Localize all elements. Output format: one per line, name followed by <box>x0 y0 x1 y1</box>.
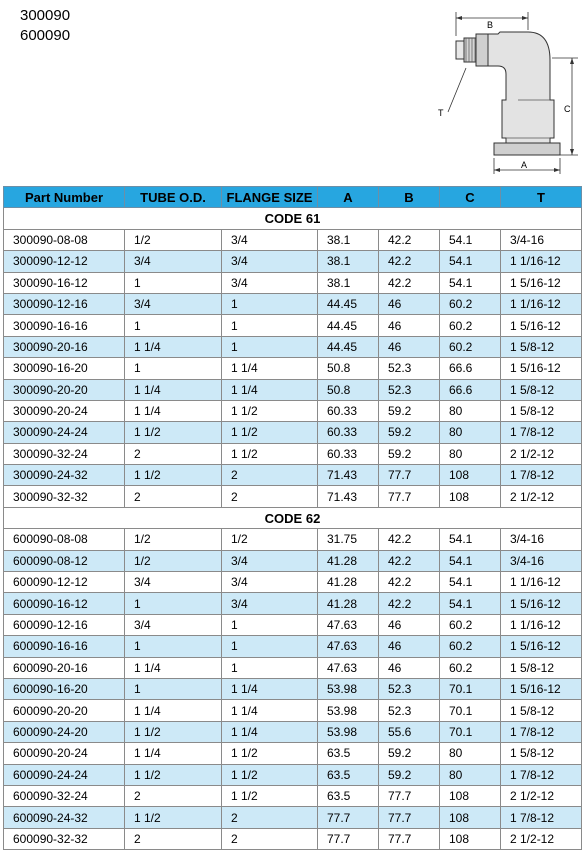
cell-dim-a: 38.1 <box>318 229 379 250</box>
cell-part-number: 600090-32-24 <box>4 785 125 806</box>
cell-dim-c: 60.2 <box>440 336 501 357</box>
table-row <box>4 486 582 507</box>
cell-tube-od: 2 <box>125 486 222 507</box>
cell-dim-a: 63.5 <box>318 743 379 764</box>
cell-dim-a: 71.43 <box>318 486 379 507</box>
cell-flange-size: 3/4 <box>222 229 318 250</box>
cell-dim-b: 42.2 <box>379 272 440 293</box>
cell-flange-size: 1 <box>222 657 318 678</box>
cell-dim-c: 108 <box>440 465 501 486</box>
cell-tube-od: 1 1/2 <box>125 764 222 785</box>
cell-part-number: 600090-16-16 <box>4 636 125 657</box>
table-row <box>4 229 582 250</box>
cell-tube-od: 1 1/4 <box>125 700 222 721</box>
cell-tube-od: 3/4 <box>125 572 222 593</box>
cell-part-number: 600090-20-24 <box>4 743 125 764</box>
cell-tube-od: 1 <box>125 593 222 614</box>
cell-part-number: 300090-16-12 <box>4 272 125 293</box>
cell-dim-a: 53.98 <box>318 721 379 742</box>
cell-dim-b: 77.7 <box>379 828 440 849</box>
cell-dim-a: 44.45 <box>318 336 379 357</box>
table-row <box>4 251 582 272</box>
cell-dim-b: 42.2 <box>379 550 440 571</box>
cell-thread-t: 1 5/16-12 <box>501 678 582 699</box>
dimension-label-t: T <box>438 108 444 118</box>
cell-dim-a: 50.8 <box>318 358 379 379</box>
cell-part-number: 300090-16-16 <box>4 315 125 336</box>
cell-part-number: 600090-08-08 <box>4 529 125 550</box>
cell-tube-od: 1 1/4 <box>125 743 222 764</box>
table-row <box>4 743 582 764</box>
cell-tube-od: 1 <box>125 678 222 699</box>
cell-dim-c: 60.2 <box>440 636 501 657</box>
cell-part-number: 300090-24-24 <box>4 422 125 443</box>
cell-part-number: 600090-08-12 <box>4 550 125 571</box>
cell-thread-t: 1 7/8-12 <box>501 422 582 443</box>
cell-part-number: 600090-20-16 <box>4 657 125 678</box>
cell-part-number: 300090-20-24 <box>4 400 125 421</box>
cell-thread-t: 1 5/8-12 <box>501 700 582 721</box>
cell-dim-c: 60.2 <box>440 614 501 635</box>
cell-dim-c: 108 <box>440 486 501 507</box>
cell-flange-size: 2 <box>222 828 318 849</box>
cell-dim-b: 46 <box>379 315 440 336</box>
cell-dim-c: 54.1 <box>440 251 501 272</box>
cell-part-number: 300090-20-20 <box>4 379 125 400</box>
cell-dim-a: 31.75 <box>318 529 379 550</box>
cell-flange-size: 2 <box>222 486 318 507</box>
table-row <box>4 764 582 785</box>
cell-thread-t: 3/4-16 <box>501 529 582 550</box>
column-header-t: T <box>501 187 582 208</box>
table-row <box>4 807 582 828</box>
cell-thread-t: 1 1/16-12 <box>501 293 582 314</box>
cell-part-number: 600090-32-32 <box>4 828 125 849</box>
cell-tube-od: 2 <box>125 785 222 806</box>
dimension-label-a: A <box>521 160 528 170</box>
cell-flange-size: 3/4 <box>222 593 318 614</box>
cell-tube-od: 1 <box>125 315 222 336</box>
cell-tube-od: 3/4 <box>125 614 222 635</box>
cell-tube-od: 1 <box>125 272 222 293</box>
cell-dim-a: 77.7 <box>318 807 379 828</box>
cell-dim-c: 54.1 <box>440 593 501 614</box>
cell-thread-t: 3/4-16 <box>501 550 582 571</box>
cell-dim-b: 42.2 <box>379 593 440 614</box>
cell-dim-b: 42.2 <box>379 529 440 550</box>
cell-flange-size: 1 1/2 <box>222 443 318 464</box>
cell-dim-b: 77.7 <box>379 807 440 828</box>
cell-flange-size: 1 1/2 <box>222 785 318 806</box>
table-row <box>4 443 582 464</box>
table-row <box>4 572 582 593</box>
cell-tube-od: 3/4 <box>125 251 222 272</box>
cell-dim-a: 63.5 <box>318 764 379 785</box>
cell-flange-size: 1 1/4 <box>222 379 318 400</box>
table-row <box>4 721 582 742</box>
table-row <box>4 828 582 849</box>
cell-thread-t: 2 1/2-12 <box>501 785 582 806</box>
cell-dim-c: 80 <box>440 764 501 785</box>
cell-thread-t: 1 5/8-12 <box>501 400 582 421</box>
cell-dim-b: 59.2 <box>379 422 440 443</box>
cell-thread-t: 1 5/16-12 <box>501 636 582 657</box>
cell-dim-c: 54.1 <box>440 272 501 293</box>
cell-part-number: 600090-12-16 <box>4 614 125 635</box>
specification-table <box>3 186 582 850</box>
cell-dim-c: 60.2 <box>440 293 501 314</box>
cell-flange-size: 2 <box>222 465 318 486</box>
cell-dim-b: 52.3 <box>379 678 440 699</box>
cell-tube-od: 2 <box>125 828 222 849</box>
cell-dim-a: 60.33 <box>318 443 379 464</box>
cell-dim-a: 63.5 <box>318 785 379 806</box>
cell-thread-t: 1 1/16-12 <box>501 251 582 272</box>
cell-dim-a: 41.28 <box>318 572 379 593</box>
cell-dim-b: 46 <box>379 336 440 357</box>
cell-dim-c: 66.6 <box>440 379 501 400</box>
cell-flange-size: 1 <box>222 293 318 314</box>
cell-thread-t: 1 5/16-12 <box>501 593 582 614</box>
cell-part-number: 600090-24-24 <box>4 764 125 785</box>
cell-part-number: 300090-32-32 <box>4 486 125 507</box>
cell-dim-c: 54.1 <box>440 550 501 571</box>
cell-dim-c: 80 <box>440 422 501 443</box>
cell-dim-c: 70.1 <box>440 700 501 721</box>
dimension-label-c: C <box>564 104 571 114</box>
table-row <box>4 636 582 657</box>
cell-flange-size: 1 1/4 <box>222 721 318 742</box>
cell-thread-t: 1 5/16-12 <box>501 272 582 293</box>
cell-thread-t: 1 5/16-12 <box>501 358 582 379</box>
table-row <box>4 400 582 421</box>
cell-tube-od: 1 1/4 <box>125 336 222 357</box>
table-row <box>4 614 582 635</box>
cell-dim-a: 53.98 <box>318 700 379 721</box>
cell-thread-t: 1 1/16-12 <box>501 614 582 635</box>
cell-dim-b: 77.7 <box>379 785 440 806</box>
cell-dim-c: 60.2 <box>440 315 501 336</box>
cell-thread-t: 1 5/16-12 <box>501 315 582 336</box>
cell-dim-b: 52.3 <box>379 700 440 721</box>
cell-part-number: 600090-24-20 <box>4 721 125 742</box>
series-title <box>20 6 70 46</box>
table-row <box>4 700 582 721</box>
cell-dim-c: 70.1 <box>440 721 501 742</box>
cell-dim-a: 44.45 <box>318 315 379 336</box>
cell-dim-b: 42.2 <box>379 572 440 593</box>
cell-dim-a: 47.63 <box>318 614 379 635</box>
cell-tube-od: 3/4 <box>125 293 222 314</box>
cell-part-number: 300090-08-08 <box>4 229 125 250</box>
cell-thread-t: 3/4-16 <box>501 229 582 250</box>
cell-dim-c: 66.6 <box>440 358 501 379</box>
cell-flange-size: 3/4 <box>222 550 318 571</box>
cell-dim-c: 80 <box>440 743 501 764</box>
cell-part-number: 600090-20-20 <box>4 700 125 721</box>
series-number-1: 300090 <box>20 7 71 24</box>
dimension-label-b: B <box>487 20 494 30</box>
cell-dim-b: 42.2 <box>379 251 440 272</box>
cell-tube-od: 1 <box>125 636 222 657</box>
section-header-row <box>4 208 582 229</box>
cell-flange-size: 1/2 <box>222 529 318 550</box>
cell-dim-a: 44.45 <box>318 293 379 314</box>
cell-dim-b: 59.2 <box>379 764 440 785</box>
cell-dim-b: 52.3 <box>379 379 440 400</box>
cell-part-number: 600090-12-12 <box>4 572 125 593</box>
fitting-outline <box>456 32 560 155</box>
cell-dim-c: 108 <box>440 828 501 849</box>
cell-flange-size: 2 <box>222 807 318 828</box>
cell-dim-a: 50.8 <box>318 379 379 400</box>
cell-thread-t: 1 7/8-12 <box>501 764 582 785</box>
cell-dim-a: 41.28 <box>318 550 379 571</box>
cell-tube-od: 1 1/4 <box>125 657 222 678</box>
cell-thread-t: 1 7/8-12 <box>501 807 582 828</box>
table-row <box>4 358 582 379</box>
cell-flange-size: 3/4 <box>222 251 318 272</box>
column-header-flange-size: FLANGE SIZE <box>222 187 318 208</box>
cell-tube-od: 1 1/2 <box>125 422 222 443</box>
section-title: CODE 62 <box>4 507 582 528</box>
cell-thread-t: 1 7/8-12 <box>501 465 582 486</box>
table-row <box>4 529 582 550</box>
cell-dim-a: 38.1 <box>318 272 379 293</box>
table-row <box>4 293 582 314</box>
cell-tube-od: 1 1/2 <box>125 465 222 486</box>
cell-flange-size: 1 <box>222 614 318 635</box>
cell-thread-t: 1 7/8-12 <box>501 721 582 742</box>
cell-dim-b: 46 <box>379 657 440 678</box>
cell-flange-size: 3/4 <box>222 572 318 593</box>
column-header-a: A <box>318 187 379 208</box>
cell-part-number: 300090-24-32 <box>4 465 125 486</box>
cell-dim-b: 59.2 <box>379 443 440 464</box>
cell-dim-a: 77.7 <box>318 828 379 849</box>
cell-dim-b: 46 <box>379 614 440 635</box>
cell-tube-od: 1/2 <box>125 529 222 550</box>
cell-dim-a: 53.98 <box>318 678 379 699</box>
cell-thread-t: 2 1/2-12 <box>501 828 582 849</box>
cell-dim-a: 60.33 <box>318 400 379 421</box>
cell-part-number: 600090-24-32 <box>4 807 125 828</box>
table-row <box>4 336 582 357</box>
cell-thread-t: 1 5/8-12 <box>501 336 582 357</box>
table-row <box>4 657 582 678</box>
cell-dim-c: 80 <box>440 443 501 464</box>
cell-flange-size: 1 1/2 <box>222 743 318 764</box>
cell-flange-size: 1 1/4 <box>222 678 318 699</box>
cell-dim-b: 46 <box>379 293 440 314</box>
column-header-b: B <box>379 187 440 208</box>
cell-dim-c: 108 <box>440 785 501 806</box>
series-number-2: 600090 <box>20 27 71 44</box>
cell-tube-od: 1/2 <box>125 550 222 571</box>
cell-part-number: 300090-20-16 <box>4 336 125 357</box>
cell-dim-a: 71.43 <box>318 465 379 486</box>
cell-part-number: 300090-12-16 <box>4 293 125 314</box>
cell-flange-size: 1 <box>222 315 318 336</box>
table-row <box>4 315 582 336</box>
cell-dim-b: 59.2 <box>379 743 440 764</box>
cell-part-number: 300090-16-20 <box>4 358 125 379</box>
cell-part-number: 300090-12-12 <box>4 251 125 272</box>
table-row <box>4 422 582 443</box>
cell-dim-c: 70.1 <box>440 678 501 699</box>
cell-flange-size: 1 <box>222 636 318 657</box>
cell-dim-c: 60.2 <box>440 657 501 678</box>
tube-nut <box>476 34 488 66</box>
table-row <box>4 785 582 806</box>
cell-thread-t: 1 5/8-12 <box>501 379 582 400</box>
cell-dim-c: 54.1 <box>440 229 501 250</box>
table-row <box>4 593 582 614</box>
cell-tube-od: 1 <box>125 358 222 379</box>
cell-dim-c: 54.1 <box>440 572 501 593</box>
cell-tube-od: 1 1/4 <box>125 400 222 421</box>
cell-flange-size: 1 1/4 <box>222 700 318 721</box>
table-row <box>4 272 582 293</box>
cell-thread-t: 2 1/2-12 <box>501 443 582 464</box>
cell-dim-a: 38.1 <box>318 251 379 272</box>
flange-base <box>494 143 560 155</box>
table-row <box>4 678 582 699</box>
cell-dim-b: 77.7 <box>379 486 440 507</box>
cell-tube-od: 1 1/4 <box>125 379 222 400</box>
cell-dim-a: 41.28 <box>318 593 379 614</box>
cell-tube-od: 1 1/2 <box>125 721 222 742</box>
cell-part-number: 600090-16-12 <box>4 593 125 614</box>
cell-dim-c: 54.1 <box>440 529 501 550</box>
cell-dim-b: 59.2 <box>379 400 440 421</box>
cell-dim-b: 46 <box>379 636 440 657</box>
table-row <box>4 379 582 400</box>
cell-part-number: 600090-16-20 <box>4 678 125 699</box>
cell-flange-size: 1 1/2 <box>222 400 318 421</box>
cell-dim-c: 108 <box>440 807 501 828</box>
section-header-row <box>4 507 582 528</box>
cell-dim-c: 80 <box>440 400 501 421</box>
cell-dim-a: 47.63 <box>318 657 379 678</box>
cell-dim-a: 47.63 <box>318 636 379 657</box>
cell-dim-b: 77.7 <box>379 465 440 486</box>
column-header-c: C <box>440 187 501 208</box>
column-header-tube-od: TUBE O.D. <box>125 187 222 208</box>
table-row <box>4 465 582 486</box>
cell-tube-od: 1 1/2 <box>125 807 222 828</box>
cell-thread-t: 1 5/8-12 <box>501 657 582 678</box>
cell-dim-b: 55.6 <box>379 721 440 742</box>
table-header-row <box>4 187 582 208</box>
cell-dim-b: 42.2 <box>379 229 440 250</box>
cell-thread-t: 1 5/8-12 <box>501 743 582 764</box>
table-body <box>4 208 582 850</box>
column-header-part-number: Part Number <box>4 187 125 208</box>
cell-thread-t: 1 1/16-12 <box>501 572 582 593</box>
cell-flange-size: 1 1/4 <box>222 358 318 379</box>
cell-part-number: 300090-32-24 <box>4 443 125 464</box>
cell-flange-size: 1 <box>222 336 318 357</box>
cell-dim-b: 52.3 <box>379 358 440 379</box>
cell-tube-od: 1/2 <box>125 229 222 250</box>
cell-flange-size: 1 1/2 <box>222 764 318 785</box>
tube-nose <box>456 41 464 59</box>
section-title: CODE 61 <box>4 208 582 229</box>
table-row <box>4 550 582 571</box>
cell-tube-od: 2 <box>125 443 222 464</box>
cell-dim-a: 60.33 <box>318 422 379 443</box>
cell-flange-size: 3/4 <box>222 272 318 293</box>
cell-thread-t: 2 1/2-12 <box>501 486 582 507</box>
elbow-body <box>488 32 554 143</box>
fitting-drawing <box>432 8 582 180</box>
cell-flange-size: 1 1/2 <box>222 422 318 443</box>
